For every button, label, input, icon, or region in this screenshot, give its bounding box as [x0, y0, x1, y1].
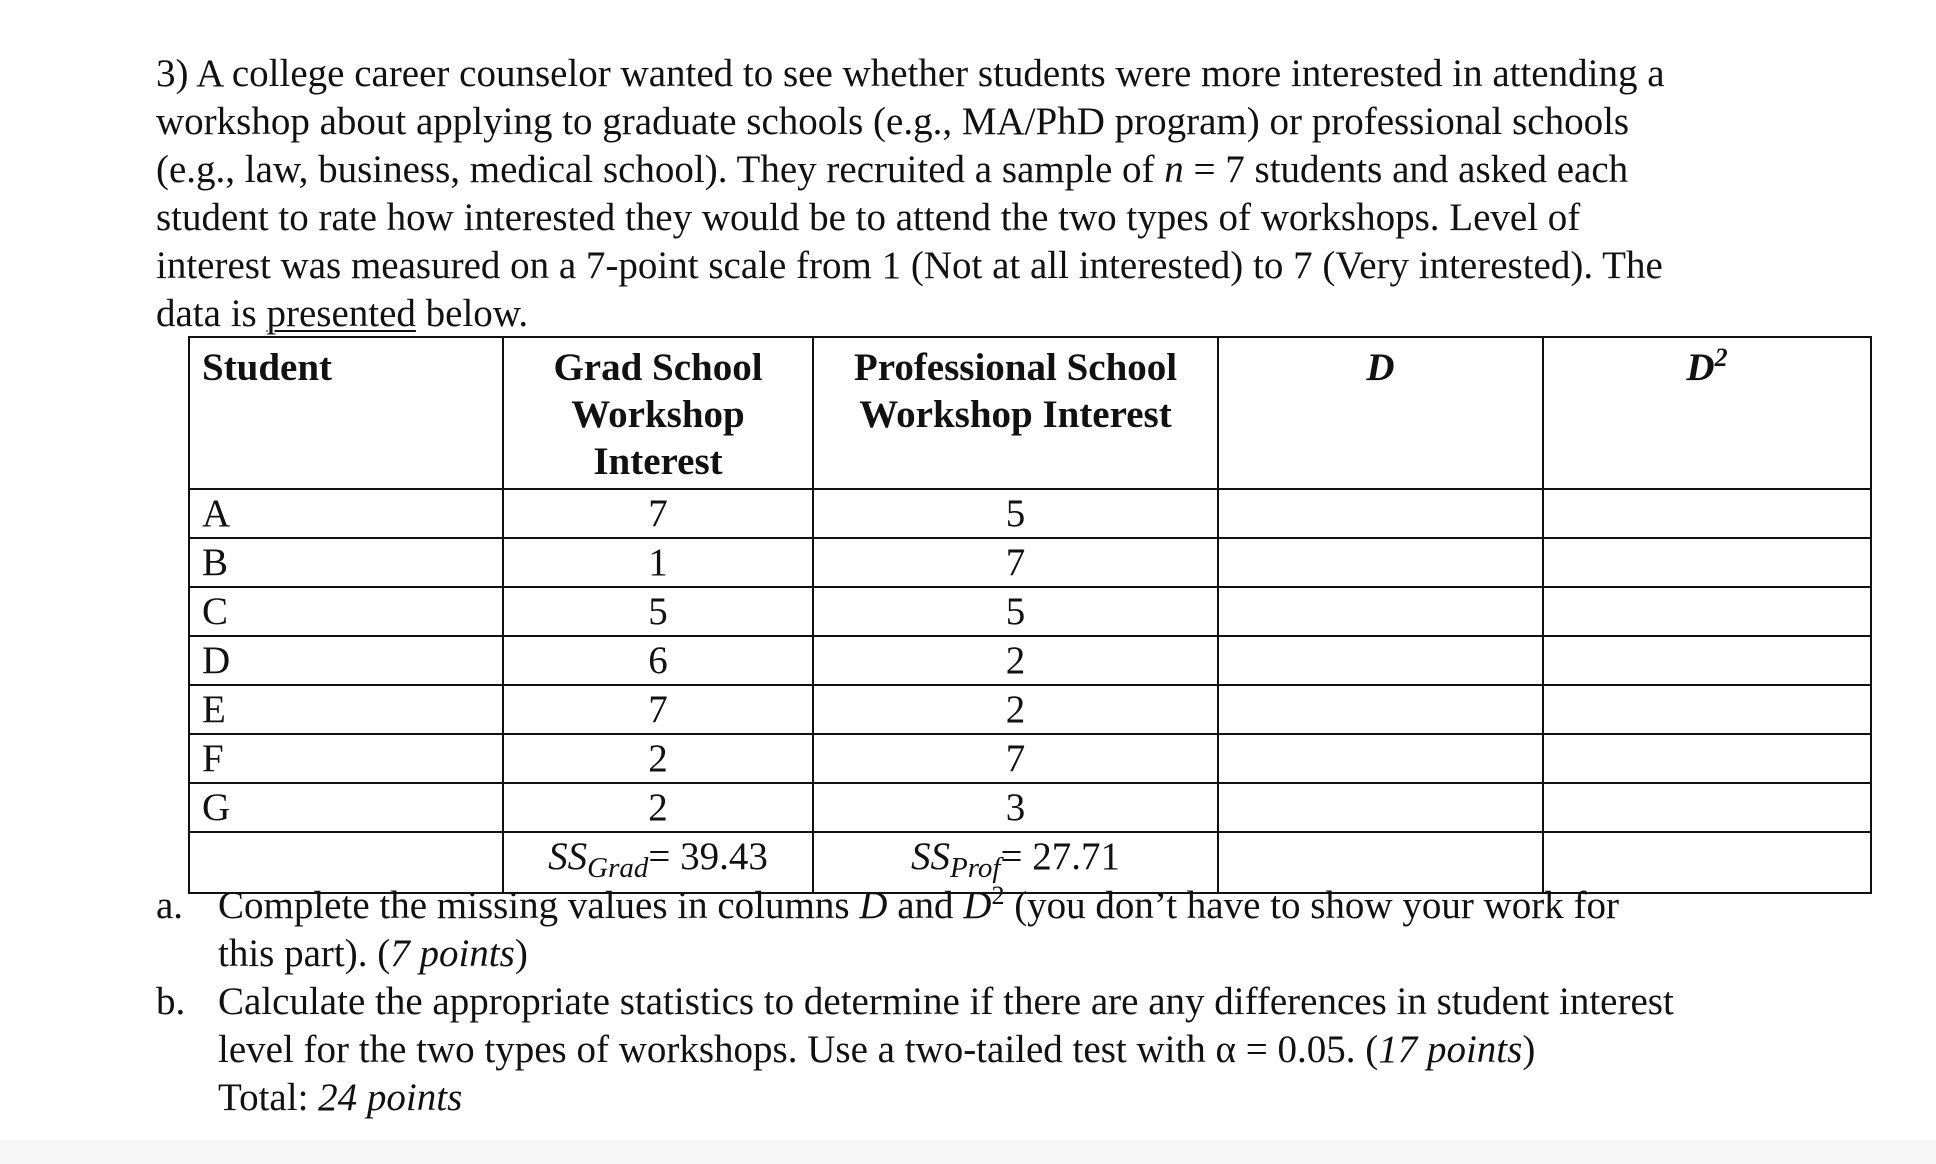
cell-student: A [189, 489, 503, 538]
cell-d-blank [1218, 489, 1543, 538]
cell-prof: 2 [813, 685, 1218, 734]
cell-d-squared-blank [1543, 685, 1871, 734]
ss-prof-subscript: Prof [950, 852, 1001, 884]
question-list [156, 882, 1896, 1122]
cell-student: B [189, 538, 503, 587]
header-d-squared-exponent: 2 [1714, 343, 1728, 372]
table-row [189, 587, 1871, 636]
cell-prof: 2 [813, 636, 1218, 685]
total-points: 24 points [318, 1076, 463, 1119]
cell-grad: 1 [503, 538, 813, 587]
header-d-squared [1543, 337, 1871, 489]
sample-size-symbol: n [1164, 148, 1184, 191]
table-row [189, 734, 1871, 783]
total-label: Total: [218, 1076, 319, 1119]
question-b-label: b. [156, 980, 186, 1023]
question-a-line-2 [218, 930, 1896, 978]
ss-grad-subscript: Grad [587, 852, 649, 884]
cell-grad: 2 [503, 734, 813, 783]
cell-d-squared-blank [1543, 489, 1871, 538]
cell-student: F [189, 734, 503, 783]
question-b-text-2: ) [1522, 1028, 1536, 1071]
cell-prof: 3 [813, 783, 1218, 832]
question-b [156, 978, 1896, 1122]
ss-grad-value: = 39.43 [648, 835, 768, 878]
question-a-d: D [859, 884, 888, 927]
ss-prof-value: = 27.71 [1000, 835, 1120, 878]
cell-d-squared-blank [1543, 734, 1871, 783]
question-a-text-2: and [887, 884, 964, 927]
header-d-squared-base: D [1686, 346, 1715, 389]
header-prof-interest [813, 337, 1218, 489]
cell-prof: 5 [813, 489, 1218, 538]
cell-grad: 7 [503, 489, 813, 538]
table-row [189, 636, 1871, 685]
cell-grad: 5 [503, 587, 813, 636]
intro-line-5: interest was measured on a 7-point scale from 1 (Not at all interested) to 7 (Very interested). The [156, 244, 1663, 287]
header-grad-line-2: Workshop [571, 393, 745, 436]
cell-prof: 7 [813, 734, 1218, 783]
question-a-text-5: ) [514, 932, 528, 975]
cell-prof: 5 [813, 587, 1218, 636]
cell-student: C [189, 587, 503, 636]
table-row [189, 538, 1871, 587]
ss-prof-prefix: SS [911, 835, 950, 878]
header-prof-line-2: Workshop Interest [859, 393, 1172, 436]
question-b-points: 17 points [1378, 1028, 1523, 1071]
intro-line-2: workshop about applying to graduate schools (e.g., MA/PhD program) or professional schools [156, 100, 1630, 143]
question-a-text-3: (you don’t have to show your work for [1004, 884, 1619, 927]
header-grad-line-1: Grad School [553, 346, 763, 389]
question-a-text-1: Complete the missing values in columns [218, 884, 860, 927]
header-student: Student [189, 337, 503, 489]
intro-line-3 [156, 146, 1876, 194]
cell-student: D [189, 636, 503, 685]
total-points-line [218, 1074, 1896, 1122]
question-a-points: 7 points [390, 932, 515, 975]
cell-d-squared-blank [1543, 538, 1871, 587]
cell-d-blank [1218, 734, 1543, 783]
intro-line-4: student to rate how interested they would be to attend the two types of workshops. Level of [156, 196, 1581, 239]
cell-d-blank [1218, 783, 1543, 832]
intro-line-6 [156, 290, 1876, 338]
underlined-word: presented [266, 292, 416, 335]
cell-student: G [189, 783, 503, 832]
header-grad-interest [503, 337, 813, 489]
intro-line-3-rest: = 7 students and asked each [1183, 148, 1629, 191]
cell-grad: 7 [503, 685, 813, 734]
question-a [156, 882, 1896, 978]
cell-d-blank [1218, 685, 1543, 734]
question-b-line-2 [218, 1026, 1896, 1074]
question-a-d-squared: D [963, 884, 992, 927]
question-a-text-4: this part). ( [218, 932, 391, 975]
interest-data-table [188, 336, 1872, 894]
cell-grad: 2 [503, 783, 813, 832]
header-grad-line-3: Interest [593, 440, 723, 483]
table-header-row [189, 337, 1871, 489]
problem-statement [156, 50, 1876, 338]
header-d: D [1218, 337, 1543, 489]
cell-d-squared-blank [1543, 636, 1871, 685]
intro-line-3-text: (e.g., law, business, medical school). They recruited a sample of [156, 148, 1165, 191]
page-bottom-shade [0, 1140, 1936, 1164]
cell-student: E [189, 685, 503, 734]
cell-d-blank [1218, 587, 1543, 636]
table-row [189, 783, 1871, 832]
cell-d-squared-blank [1543, 783, 1871, 832]
question-b-text-1: level for the two types of workshops. Use a two-tailed test with α = 0.05. ( [218, 1028, 1379, 1071]
intro-line-6-end: below. [415, 292, 529, 335]
question-a-label: a. [156, 884, 184, 927]
question-b-line-1: Calculate the appropriate statistics to determine if there are any differences in student interest [218, 980, 1674, 1023]
intro-line-6-start: data is [156, 292, 267, 335]
header-prof-line-1: Professional School [853, 346, 1178, 389]
table-row [189, 489, 1871, 538]
cell-d-blank [1218, 538, 1543, 587]
cell-d-squared-blank [1543, 587, 1871, 636]
question-a-body [218, 882, 1896, 978]
ss-grad-prefix: SS [548, 835, 588, 878]
cell-prof: 7 [813, 538, 1218, 587]
cell-d-blank [1218, 636, 1543, 685]
intro-line-1: 3) A college career counselor wanted to see whether students were more interested in attending a [156, 52, 1665, 95]
table-row [189, 685, 1871, 734]
question-a-exponent: 2 [991, 881, 1005, 910]
cell-grad: 6 [503, 636, 813, 685]
question-a-line-1 [218, 882, 1896, 930]
question-b-body [218, 978, 1896, 1122]
